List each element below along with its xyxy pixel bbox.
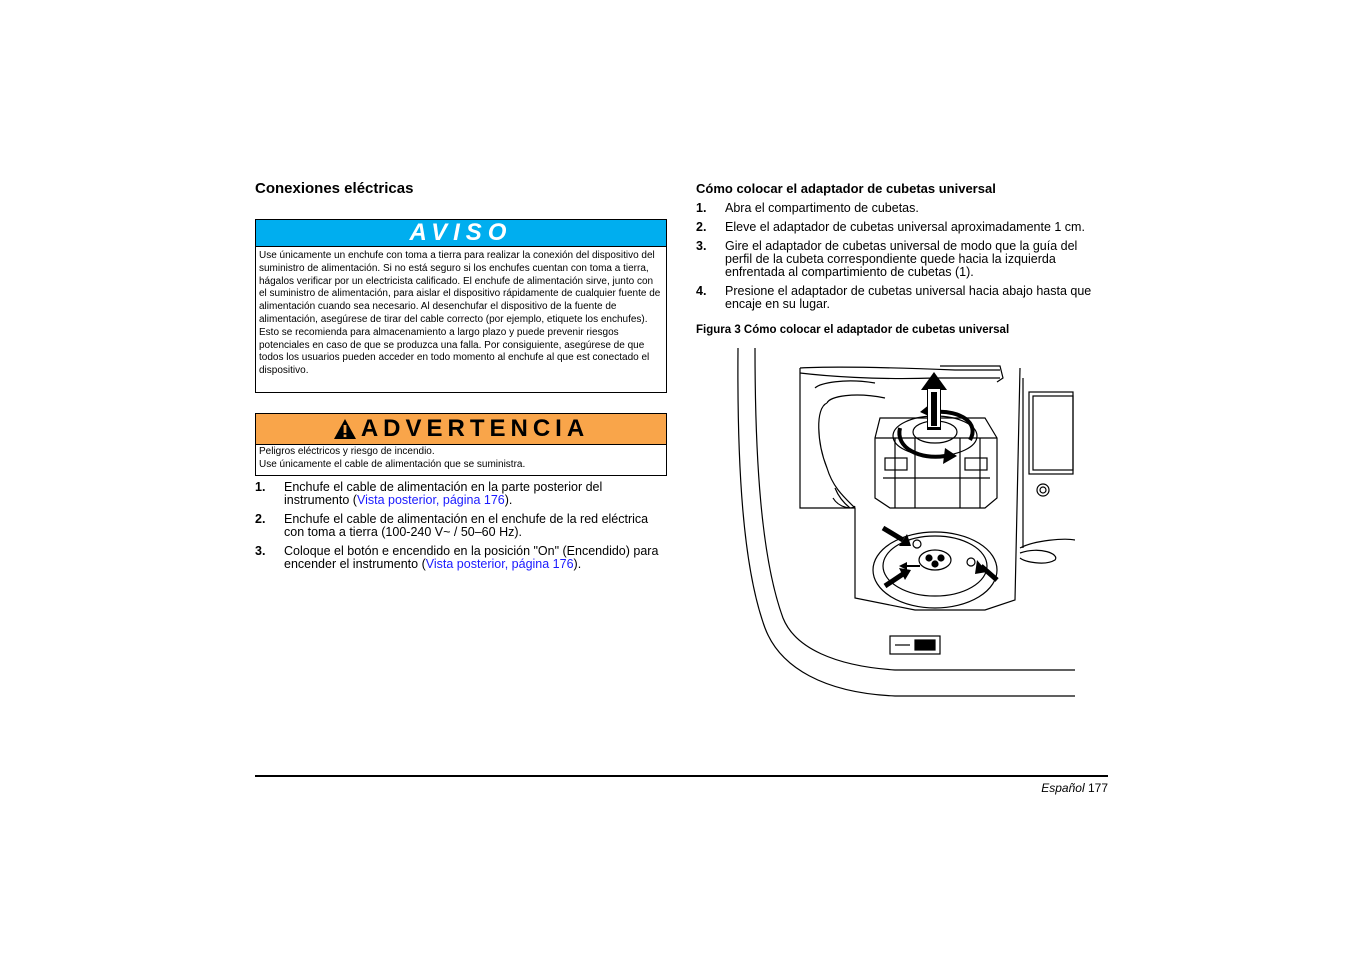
step-number: 1. — [696, 201, 707, 215]
step-text: Eleve el adaptador de cubetas universal aproximadamente 1 cm. — [725, 220, 1085, 234]
step-text: Abra el compartimento de cubetas. — [725, 201, 919, 215]
step-text-end: ). — [573, 557, 582, 571]
step-number: 1. — [255, 480, 266, 494]
advertencia-header — [256, 414, 666, 445]
warning-triangle-icon — [333, 418, 357, 440]
step-number: 2. — [696, 220, 707, 234]
figure-title: Figura 3 Cómo colocar el adaptador de cubetas universal — [696, 324, 1010, 336]
advertencia-title: ADVERTENCIA — [360, 415, 590, 442]
page-number: 177 — [1087, 781, 1108, 795]
step-text: Enchufe el cable de alimentación en el enchufe de la red eléctrica con toma a tierra (100-240 V~ / 50–60 Hz). — [284, 512, 649, 539]
step-text-end: ). — [504, 493, 513, 507]
left-steps-list — [255, 481, 667, 577]
section-heading-electrical: Conexiones eléctricas — [255, 180, 414, 197]
step-text: Presione el adaptador de cubetas universal hacia abajo hasta que encaje en su lugar. — [725, 284, 1092, 311]
step-text: Coloque el botón e encendido en la posición "On" (Encendido) para encender el instrumento ( — [284, 544, 659, 571]
step-text: Enchufe el cable de alimentación en la parte posterior del instrumento ( — [284, 480, 603, 507]
list-item — [255, 545, 667, 571]
advertencia-box — [255, 413, 667, 476]
list-item — [255, 481, 667, 507]
footer-rule — [255, 775, 1108, 777]
page-footer — [1041, 781, 1108, 795]
step-number: 3. — [696, 239, 707, 253]
right-steps-list — [696, 202, 1106, 317]
section-heading-adapter: Cómo colocar el adaptador de cubetas universal — [696, 181, 996, 196]
step-number: 2. — [255, 512, 266, 526]
link-vista-posterior[interactable]: Vista posterior, página 176 — [425, 557, 574, 571]
list-item — [696, 285, 1106, 311]
step-number: 3. — [255, 544, 266, 558]
aviso-box — [255, 219, 667, 393]
list-item — [696, 202, 1106, 215]
list-item — [696, 240, 1106, 279]
aviso-title: AVISO — [256, 220, 666, 247]
aviso-body: Use únicamente un enchufe con toma a tierra para realizar la conexión del dispositivo del suministro de alimentación. Si no está seguro si los enchufes cuentan con toma a tierra, hágalos verificar por un electricista calificado. El enchufe de alimentación sirve, junto con el suministro de alimentación, para aislar el dispositivo rápidamente de cualquier fuente de alimentación cuando sea necesario. Al desenchufar el dispositivo de la fuente de alimentación, asegúrese de tirar del cable correcto (por ejemplo, etiquete los enchufes). Esto se recomienda para almacenamiento a largo plazo y puede prevenir riesgos potenciales en caso de que se produzca una falla. Por consiguiente, asegúrese de que todos los usuarios pueden acceder en todo momento al enchufe al que est conectado el dispositivo. — [259, 250, 661, 377]
footer-language: Español — [1041, 781, 1085, 795]
step-number: 4. — [696, 284, 707, 298]
step-text: Gire el adaptador de cubetas universal de modo que la guía del perfil de la cubeta correspondiente quede hacia la izquierda enfrentada al compartimiento de cubetas (1). — [725, 239, 1078, 279]
list-item — [696, 221, 1106, 234]
link-vista-posterior[interactable]: Vista posterior, página 176 — [356, 493, 505, 507]
cuvette-adapter-illustration — [735, 348, 1075, 698]
advertencia-line-2: Use únicamente el cable de alimentación que se suministra. — [259, 458, 526, 470]
advertencia-line-1: Peligros eléctricos y riesgo de incendio. — [259, 446, 435, 457]
list-item — [255, 513, 667, 539]
